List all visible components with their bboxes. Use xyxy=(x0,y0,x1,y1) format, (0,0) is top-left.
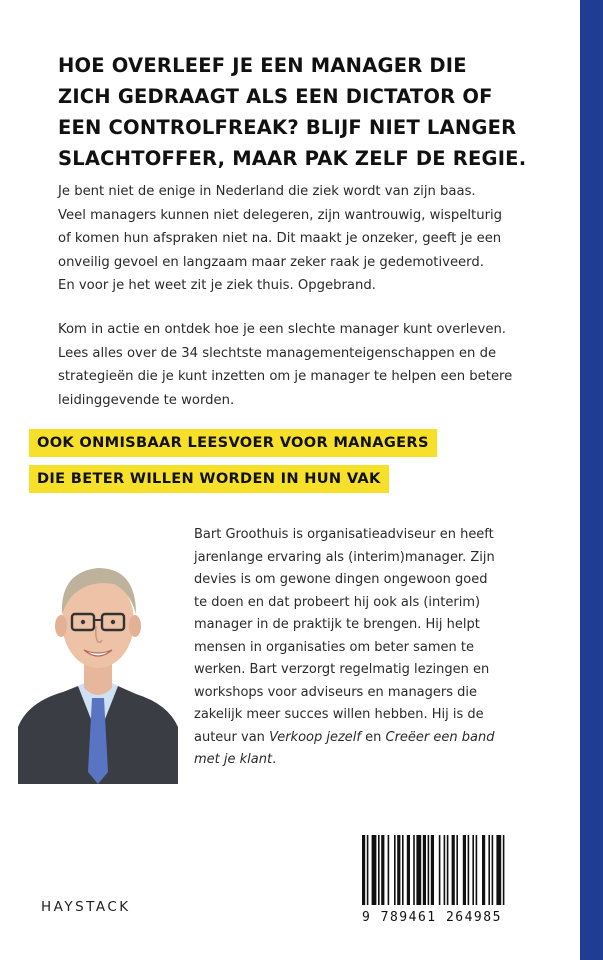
bio-line xyxy=(194,727,554,750)
paragraph-line: Lees alles over de 34 slechtste managementeigenschappen en de xyxy=(58,345,497,361)
back-cover-headline xyxy=(58,50,538,174)
publisher-logo: HAYSTACK xyxy=(41,899,131,915)
bio-line: devies is om gewone dingen ongewoon goed xyxy=(194,572,488,587)
headline-line: EEN CONTROLFREAK? BLIJF NIET LANGER xyxy=(58,116,517,139)
author-portrait xyxy=(18,522,178,784)
paragraph-line: leidinggevende te worden. xyxy=(58,392,235,408)
headline-line: HOE OVERLEEF JE EEN MANAGER DIE xyxy=(58,54,467,77)
book-title: Creëer een band xyxy=(385,729,495,745)
paragraph-line: of komen hun afspraken niet na. Dit maakt je onzeker, geeft je een xyxy=(58,231,502,246)
book-title: met je klant xyxy=(194,752,273,767)
paragraph-line: Kom in actie en ontdek hoe je een slechte manager kunt overleven. xyxy=(58,322,506,337)
paragraph-line: En voor je het weet zit je ziek thuis. Opgebrand. xyxy=(58,278,376,293)
bio-line: manager in de praktijk te brengen. Hij helpt xyxy=(194,617,480,632)
barcode-number: 9 789461 264985 xyxy=(362,910,502,925)
bio-line: te doen en dat probeert hij ook als (interim) xyxy=(194,594,481,610)
paragraph-line: onveilig gevoel en langzaam maar zeker raak je gedemotiveerd. xyxy=(58,254,484,270)
highlight-banner: OOK ONMISBAAR LEESVOER VOOR MANAGERS xyxy=(29,429,437,457)
headline-line: ZICH GEDRAAGT ALS EEN DICTATOR OF xyxy=(58,85,493,108)
bio-text: . xyxy=(272,752,277,767)
action-paragraph xyxy=(58,318,558,412)
barcode xyxy=(358,833,572,943)
book-title: Verkoop jezelf xyxy=(269,729,361,745)
bio-line: werken. Bart verzorgt regelmatig lezingen en xyxy=(194,662,490,677)
bio-text: auteur van xyxy=(194,729,270,745)
bio-line: workshops voor adviseurs en managers die xyxy=(194,684,478,700)
book-spine-edge xyxy=(580,0,603,960)
paragraph-line: Veel managers kunnen niet delegeren, zijn wantrouwig, wispelturig xyxy=(58,207,503,223)
bio-line: jarenlange ervaring als (interim)manager. Zijn xyxy=(194,549,495,565)
paragraph-line: Je bent niet de enige in Nederland die ziek wordt van zijn baas. xyxy=(58,184,476,199)
bio-line xyxy=(194,749,554,772)
intro-paragraph xyxy=(58,180,558,298)
headline-line: SLACHTOFFER, MAAR PAK ZELF DE REGIE. xyxy=(58,147,527,170)
highlight-banner: DIE BETER WILLEN WORDEN IN HUN VAK xyxy=(29,465,389,493)
author-bio xyxy=(194,524,554,772)
barcode-bars xyxy=(358,833,572,908)
bio-line: Bart Groothuis is organisatieadviseur en heeft xyxy=(194,527,494,542)
bio-text: en xyxy=(360,729,386,745)
bio-line: zakelijk meer succes willen hebben. Hij is de xyxy=(194,707,484,722)
bio-line: mensen in organisaties om beter samen te xyxy=(194,639,474,655)
paragraph-line: strategieën die je kunt inzetten om je manager te helpen een betere xyxy=(58,369,513,384)
